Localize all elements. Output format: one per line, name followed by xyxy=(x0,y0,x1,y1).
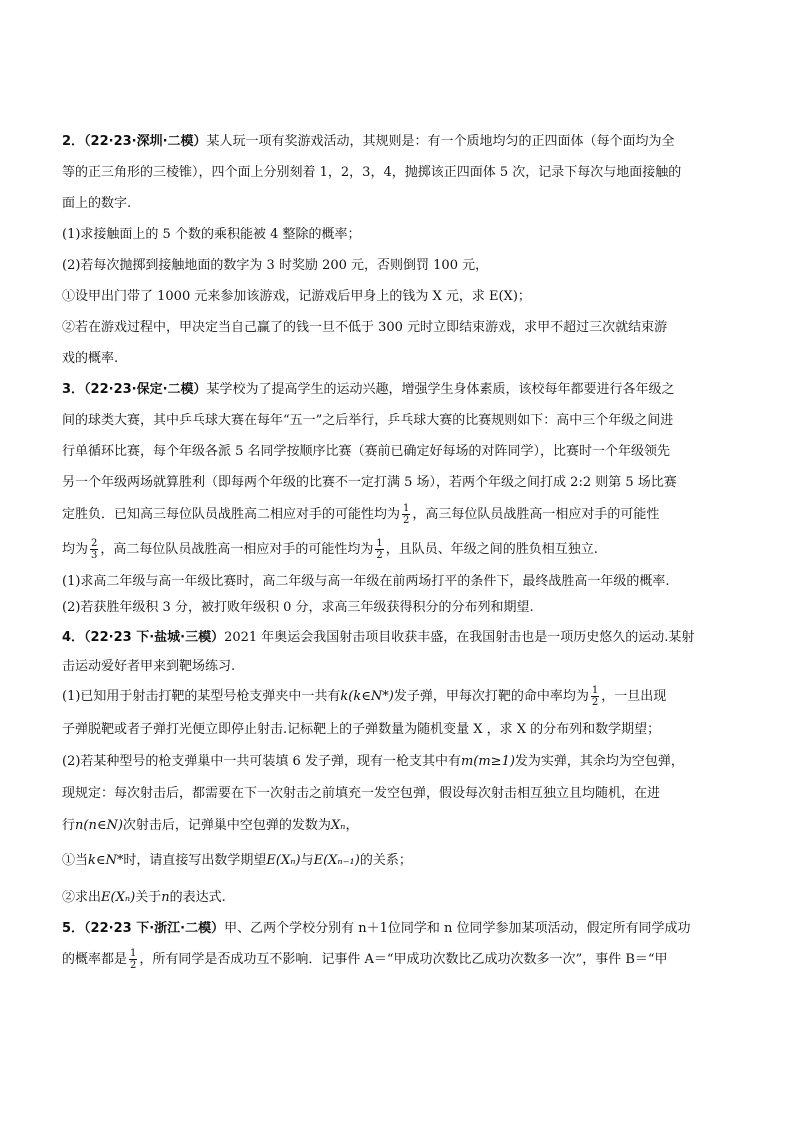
problem-4-line-2: 击运动爱好者甲来到靶场练习. xyxy=(62,659,236,674)
problem-4-part-2-2: ②求出E(Xₙ)关于n的表达式. xyxy=(62,890,226,905)
problem-2-number: 2． xyxy=(62,134,85,149)
problem-2-part-2-2: ②若在游戏过程中，甲决定当自己赢了的钱一旦不低于 300 元时立即结束游戏，求甲不超过三次就结束游 xyxy=(62,320,668,335)
problem-3-line-5: 定胜负．已知高三每位队员战胜高二相应对手的可能性均为 $\frac{1}{2}$ ，高三每位队员战胜高一相应对手的可能性 xyxy=(62,503,660,526)
problem-4-line-1: 4．（22·23 下·盐城·三模）2021 年奥运会我国射击项目收获丰盛，在我国射击也是一项历史悠久的运动.某射 xyxy=(62,630,695,645)
problem-4-source: （22·23 下·盐城·三模） xyxy=(84,630,225,645)
problem-2-source: （22·23·深圳·二模） xyxy=(84,134,207,149)
problem-4-number: 4． xyxy=(62,630,85,645)
problem-3-line-1: 3．（22·23·保定·二模）某学校为了提高学生的运动兴趣，增强学生身体素质，该校每年都要进行各年级之 xyxy=(62,382,675,397)
problem-3-source: （22·23·保定·二模） xyxy=(84,382,207,397)
problem-5-source: （22·23 下·浙江·二模） xyxy=(84,921,225,936)
problem-4-part-1: (1)已知用于射击打靶的某型号枪支弹夹中一共有k(k∈N*)发子弹，甲每次打靶的命中率均为 $\frac{1}{2}$ ，一旦出现 xyxy=(62,685,667,708)
problem-3-number: 3． xyxy=(62,382,85,397)
problem-4-part-2-1: ①当k∈N*时，请直接写出数学期望E(Xₙ)与E(Xₙ₋₁)的关系； xyxy=(62,853,412,868)
problem-5-number: 5． xyxy=(62,921,85,936)
fraction-one-half: $\frac{1}{2}$ xyxy=(376,538,383,561)
problem-2-part-1: (1)求接触面上的 5 个数的乘积能被 4 整除的概率； xyxy=(62,227,361,242)
problem-5-line-2: 的概率都是 $\frac{1}{2}$ ，所有同学是否成功互不影响．记事件 A＝“甲成功次数比乙成功次数多一次”，事件 B＝“甲 xyxy=(62,948,668,971)
problem-4-part-1b: 子弹脱靶或者子弹打光便立即停止射击.记标靶上的子弹数量为随机变量 X ，求 X 的分布列和数学期望； xyxy=(62,722,661,737)
problem-2-line-1: 2．（22·23·深圳·二模）某人玩一项有奖游戏活动，其规则是：有一个质地均匀的正四面体（每个面均为全 xyxy=(62,134,675,149)
problem-3-part-1: (1)求高二年级与高一年级比赛时，高二年级与高一年级在前两场打平的条件下，最终战胜高一年级的概率. xyxy=(62,574,670,589)
fraction-one-half: $\frac{1}{2}$ xyxy=(403,503,410,526)
problem-2-part-2: (2)若每次抛掷到接触地面的数字为 3 时奖励 200 元，否则倒罚 100 元， xyxy=(62,258,489,273)
fraction-one-half: $\frac{1}{2}$ xyxy=(591,685,599,708)
problem-4-part-2b: 现规定：每次射击后，都需要在下一次射击之前填充一发空包弹，假设每次射击相互独立且均随机，在进 xyxy=(62,786,661,801)
problem-3-line-6: 均为 $\frac{2}{3}$ ，高二每位队员战胜高一相应对手的可能性均为 $\frac{1}{2}$ ，且队员、年级之间的胜负相互独立. xyxy=(62,538,598,561)
problem-2-part-2-1: ①设甲出门带了 1000 元来参加该游戏，记游戏后甲身上的钱为 X 元，求 E(X)； xyxy=(62,289,531,304)
problem-4-part-2c: 行n(n∈N)次射击后，记弹巢中空包弹的发数为Xₙ， xyxy=(62,818,359,833)
problem-3-line-2: 间的球类大赛，其中乒乓球大赛在每年“五一”之后举行，乒乓球大赛的比赛规则如下：高中三个年级之间进 xyxy=(62,413,674,428)
problem-2-line-3: 面上的数字. xyxy=(62,196,132,211)
problem-3-line-4: 另一个年级两场就算胜利（即每两个年级的比赛不一定打满 5 场），若两个年级之间打成 2:2 则第 5 场比赛 xyxy=(62,475,677,490)
problem-2-part-2-2b: 戏的概率. xyxy=(62,351,119,366)
problem-5-line-1: 5．（22·23 下·浙江·二模）甲、乙两个学校分别有 n＋1位同学和 n 位同学参加某项活动，假定所有同学成功 xyxy=(62,921,691,936)
fraction-one-half: $\frac{1}{2}$ xyxy=(130,948,137,971)
fraction-two-thirds: $\frac{2}{3}$ xyxy=(91,538,98,561)
problem-4-part-2: (2)若某种型号的枪支弹巢中一共可装填 6 发子弹，现有一枪支其中有m(m≥1)发为实弹，其余均为空包弹， xyxy=(62,754,684,769)
problem-2-line-2: 等的正三角形的三棱锥），四个面上分别刻着 1，2，3，4，抛掷该正四面体 5 次，记录下每次与地面接触的 xyxy=(62,165,682,180)
problem-3-part-2: (2)若获胜年级积 3 分，被打败年级积 0 分，求高三年级获得积分的分布列和期望. xyxy=(62,600,534,615)
problem-3-line-3: 行单循环比赛，每个年级各派 5 名同学按顺序比赛（赛前已确定好每场的对阵同学），比赛时一个年级领先 xyxy=(62,444,671,459)
